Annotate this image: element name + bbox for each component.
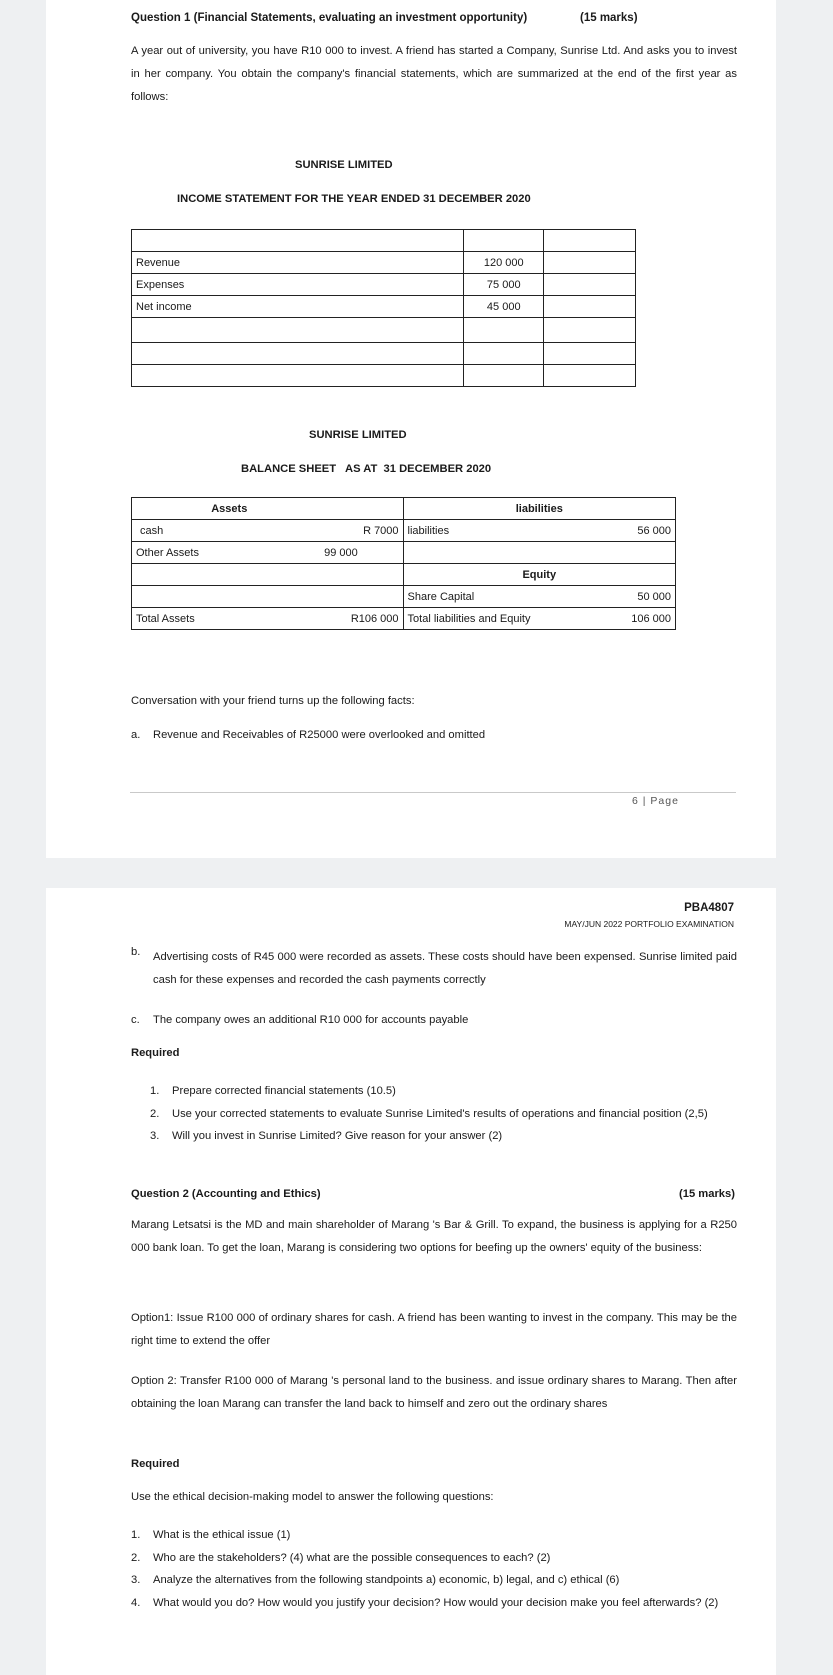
income-label: Net income: [132, 296, 464, 318]
table-row: [132, 586, 676, 608]
company-name-1: SUNRISE LIMITED: [295, 159, 393, 171]
fact-a: Revenue and Receivables of R25000 were overlooked and omitted: [153, 729, 486, 741]
income-statement-table: [131, 229, 636, 387]
list-item: 2. Use your corrected statements to evaluate Sunrise Limited's results of operations and financial position (2,5): [150, 1107, 708, 1120]
other-assets-label: Other Assets: [132, 542, 325, 564]
total-liabilities-equity-label: Total liabilities and Equity: [403, 608, 603, 630]
liabilities-value: 56 000: [603, 520, 676, 542]
liabilities-header: liabilities: [403, 498, 675, 520]
share-capital-label: Share Capital: [403, 586, 603, 608]
fact-b-marker: b.: [131, 946, 141, 958]
table-row: [132, 230, 636, 252]
list-item: 1. What is the ethical issue (1): [131, 1529, 291, 1541]
table-row: [132, 274, 636, 296]
table-row: [132, 365, 636, 387]
cash-value: R 7000: [324, 520, 403, 542]
exam-label: MAY/JUN 2022 PORTFOLIO EXAMINATION: [564, 919, 734, 929]
total-assets-label: Total Assets: [132, 608, 325, 630]
table-row: [132, 343, 636, 365]
page-number: 6 | Page: [632, 795, 679, 807]
q1-marks: (15 marks): [580, 12, 638, 24]
fact-c-marker: c.: [131, 1014, 140, 1026]
balance-sheet-title: BALANCE SHEET AS AT 31 DECEMBER 2020: [241, 463, 492, 475]
cash-label: cash: [132, 520, 325, 542]
other-assets-value: 99 000: [324, 542, 403, 564]
q2-marks: (15 marks): [679, 1188, 735, 1200]
document-page-2: [46, 888, 776, 1675]
footer-divider: [130, 792, 736, 793]
q2-intro: Marang Letsatsi is the MD and main shareholder of Marang 's Bar & Grill. To expand, the business is applying for a R250 000 bank loan. To get the loan, Marang is considering two options for beefing up the owners' equity of the business:: [131, 1219, 737, 1254]
conversation-text: Conversation with your friend turns up the following facts:: [131, 695, 415, 707]
liabilities-label: liabilities: [403, 520, 603, 542]
balance-sheet-table: [131, 497, 676, 630]
table-row: [132, 296, 636, 318]
total-liabilities-equity-value: 106 000: [603, 608, 676, 630]
table-row: [132, 564, 676, 586]
income-value: 75 000: [464, 274, 544, 296]
q1-intro: A year out of university, you have R10 000 to invest. A friend has started a Company, Sunrise Ltd. And asks you to invest in her company. You obtain the company's financial statements, which are summarized at the end of the first year as follows:: [131, 45, 737, 103]
fact-a-marker: a.: [131, 729, 141, 741]
table-row: [132, 498, 676, 520]
list-item: 3. Analyze the alternatives from the following standpoints a) economic, b) legal, and c) ethical (6): [131, 1574, 620, 1586]
document-page-1: [46, 0, 776, 858]
list-item: 2. Who are the stakeholders? (4) what are the possible consequences to each? (2): [131, 1551, 551, 1564]
list-item: 3. Will you invest in Sunrise Limited? Give reason for your answer (2): [150, 1130, 503, 1142]
list-item: 1. Prepare corrected financial statements (10.5): [150, 1085, 396, 1097]
equity-header: Equity: [403, 564, 675, 586]
total-assets-value: R106 000: [324, 608, 403, 630]
share-capital-value: 50 000: [603, 586, 676, 608]
q1-title: Question 1 (Financial Statements, evaluating an investment opportunity): [131, 12, 528, 24]
table-row: [132, 542, 676, 564]
income-statement-title: INCOME STATEMENT FOR THE YEAR ENDED 31 DECEMBER 2020: [177, 193, 531, 205]
ethical-model-instruction: Use the ethical decision-making model to answer the following questions:: [131, 1491, 494, 1503]
required-heading-2: Required: [131, 1458, 180, 1470]
table-row: [132, 252, 636, 274]
fact-c: The company owes an additional R10 000 for accounts payable: [153, 1014, 469, 1026]
fact-b: Advertising costs of R45 000 were recorded as assets. These costs should have been expensed. Sunrise limited paid cash for these expenses and recorded the cash payments correctly: [153, 951, 737, 986]
q2-title: Question 2 (Accounting and Ethics): [131, 1188, 321, 1200]
income-value: 45 000: [464, 296, 544, 318]
required-list-2: [131, 1524, 737, 1614]
list-item: 4. What would you do? How would you justify your decision? How would your decision make you feel afterwards? (2): [131, 1596, 719, 1609]
required-heading-1: Required: [131, 1047, 180, 1059]
option-1: Option1: Issue R100 000 of ordinary shares for cash. A friend has been wanting to invest in the company. This may be the right time to extend the offer: [131, 1312, 737, 1347]
required-list-1: [150, 1080, 737, 1148]
course-code: PBA4807: [684, 902, 734, 914]
income-label: Revenue: [132, 252, 464, 274]
table-row: [132, 520, 676, 542]
table-row: [132, 318, 636, 343]
company-name-2: SUNRISE LIMITED: [309, 429, 407, 441]
option-2: Option 2: Transfer R100 000 of Marang 's personal land to the business. and issue ordinary shares to Marang. Then after obtaining the loan Marang can transfer the land back to himself and zero out the ordinary shares: [131, 1375, 737, 1410]
income-label: Expenses: [132, 274, 464, 296]
income-value: 120 000: [464, 252, 544, 274]
table-row: [132, 608, 676, 630]
assets-header: Assets: [132, 498, 404, 520]
